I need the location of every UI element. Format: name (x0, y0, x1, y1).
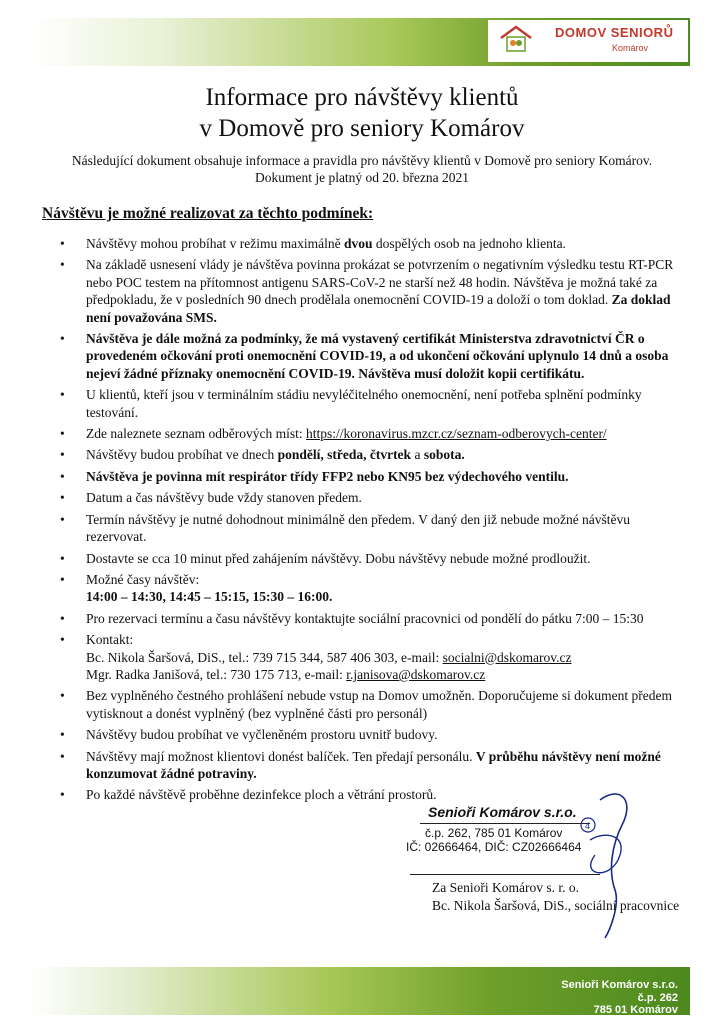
rule-text: Zde naleznete seznam odběrových míst: (86, 426, 307, 442)
house-logo-icon (498, 24, 534, 54)
list-item (60, 687, 685, 722)
list-item (60, 489, 685, 506)
bullet-icon: • (60, 426, 65, 442)
footer-address-line: č.p. 262 (637, 992, 678, 1004)
list-item (60, 425, 685, 442)
rule-text: U klientů, kteří jsou v terminálním stádiu nevyléčitelného onemocnění, není potřeba splnění podmínky testování. (86, 387, 642, 420)
rule-bold: sobota. (423, 447, 465, 463)
rule-text: Datum a čas návštěvy bude vždy stanoven předem. (86, 490, 362, 506)
rule-text: Návštěvy budou probíhat ve vyčleněném prostoru uvnitř budovy. (86, 727, 438, 743)
signature-line2: Bc. Nikola Šaršová, DiS., sociální pracovnice (432, 898, 680, 913)
rule-text: a (411, 447, 424, 463)
list-item (60, 631, 685, 683)
bullet-icon: • (60, 688, 65, 704)
list-item (60, 571, 685, 606)
contact-text: Mgr. Radka Janišová, tel.: 730 175 713, e-mail: (86, 666, 347, 682)
page-title-line2: v Domově pro seniory Komárov (199, 115, 525, 142)
list-item (60, 446, 685, 463)
section-heading: Návštěvu je možné realizovat za těchto podmínek: (42, 205, 374, 222)
list-item (60, 386, 685, 421)
rule-bold: dvou (343, 236, 373, 251)
email-link[interactable]: socialni@dskomarov.cz (442, 649, 572, 665)
rule-text: Návštěvy budou probíhat ve dnech (86, 447, 278, 463)
rule-text: Bez vyplněného čestného prohlášení nebude vstup na Domov umožněn. Doporučujeme si dokument předem vytisknout a donést vyplněný (bez vyplněné části pro personál) (86, 688, 672, 721)
stamp-address: č.p. 262, 785 01 Komárov (425, 826, 563, 840)
rule-text: dospělých osob na jednoho klienta. (372, 236, 566, 251)
list-item (60, 330, 685, 382)
signature-line1: Za Senioři Komárov s. r. o. (432, 880, 579, 895)
bullet-icon: • (60, 236, 65, 251)
bullet-icon: • (60, 447, 65, 463)
rule-text: Termín návštěvy je nutné dohodnout minimálně den předem. V daný den již nebude možné návštěvu rezervovat. (86, 511, 631, 545)
rule-text: Možné časy návštěv: (86, 571, 200, 587)
rule-bold: Návštěva je dále možná za podmínky, že má vystavený certifikát Ministerstva zdravotnictví ČR o provedeném očkování proti onemocnění COVID-19, a od ukončení očkování uplynulo 14 dnů a osoba nejeví žádné příznaky onemocnění COVID-19. Návštěva musí doložit kopii certifikátu. (86, 331, 669, 381)
rule-text: Kontakt: (86, 632, 134, 648)
bullet-icon: • (60, 387, 65, 403)
bullet-icon: • (60, 748, 65, 764)
contact-line (86, 666, 685, 683)
contact-line (86, 649, 685, 666)
footer-city: 785 01 Komárov (593, 1004, 678, 1016)
rule-bold: pondělí, středa, čtvrtek (277, 447, 412, 463)
intro-line1: Následující dokument obsahuje informace a pravidla pro návštěvy klientů v Domově pro seniory Komárov. (71, 153, 653, 168)
bullet-icon: • (60, 257, 65, 273)
bullet-icon: • (60, 331, 65, 347)
stamp-name: Senioři Komárov s.r.o. (428, 804, 577, 820)
list-item (60, 235, 685, 252)
intro-line2: Dokument je platný od 20. března 2021 (254, 170, 470, 185)
visit-times: 14:00 – 14:30, 14:45 – 15:15, 15:30 – 16:00. (86, 589, 333, 605)
bullet-icon: • (60, 550, 65, 566)
logo-subtitle: Komárov (612, 43, 649, 53)
stamp-ids: IČ: 02666464, DIČ: CZ02666464 (406, 840, 582, 854)
bullet-icon: • (60, 490, 65, 506)
list-item (60, 511, 685, 546)
list-item (60, 256, 685, 326)
bullet-icon: • (60, 571, 65, 587)
rule-text: Návštěvy mají možnost klientovi donést balíček. Ten předají personálu. (86, 748, 476, 764)
bullet-icon: • (60, 511, 65, 527)
footer-banner (30, 967, 690, 1015)
stamp-number: 4 (585, 821, 591, 831)
divider (410, 874, 600, 875)
testing-sites-link[interactable]: https://koronavirus.mzcr.cz/seznam-odberovych-center/ (306, 426, 607, 442)
rule-bold: Za doklad není považována SMS. (86, 292, 671, 325)
rule-bold: Návštěva je povinna mít respirátor třídy FFP2 nebo KN95 bez výdechového ventilu. (86, 468, 569, 484)
bullet-icon: • (60, 610, 65, 626)
contact-text: Bc. Nikola Šaršová, DiS., tel.: 739 715 344, 587 406 303, e-mail: (86, 649, 443, 665)
bullet-icon: • (60, 727, 65, 743)
rules-list (60, 235, 685, 808)
email-link[interactable]: r.janisova@dskomarov.cz (346, 666, 486, 682)
handwritten-signature (560, 780, 650, 940)
rule-text: Po každé návštěvě proběhne dezinfekce ploch a větrání prostorů. (86, 787, 437, 803)
list-item (60, 610, 685, 627)
rule-text: Na základě usnesení vlády je návštěva povinna prokázat se potvrzením o negativním výsledku testu RT-PCR nebo POC testem na přítomnost antigenu SARS-CoV-2 ne starší než 48 hodin. Návštěva je možná také za předpokladu, že v posledních 90 dnech prodělala onemocnění COVID-19 a doloží o tom doklad. (86, 257, 674, 308)
list-item (60, 550, 685, 567)
rule-text: Návštěvy mohou probíhat v režimu maximálně (86, 236, 344, 251)
bullet-icon: • (60, 632, 65, 648)
footer-company: Senioři Komárov s.r.o. (561, 979, 678, 991)
list-item (60, 748, 685, 783)
list-item (60, 726, 685, 743)
page-title-line1: Informace pro návštěvy klientů (205, 84, 519, 111)
bullet-icon: • (60, 787, 65, 803)
rule-bold: V průběhu návštěvy není možné konzumovat žádné potraviny. (86, 748, 661, 781)
logo-title: DOMOV SENIORŮ (555, 25, 674, 40)
rule-text: Pro rezervaci termínu a času návštěvy kontaktujte sociální pracovnici od pondělí do pátku 7:00 – 15:30 (86, 610, 644, 626)
list-item (60, 468, 685, 485)
rule-text: Dostavte se cca 10 minut před zahájením návštěvy. Dobu návštěvy nebude možné prodloužit. (86, 550, 591, 566)
bullet-icon: • (60, 468, 65, 484)
